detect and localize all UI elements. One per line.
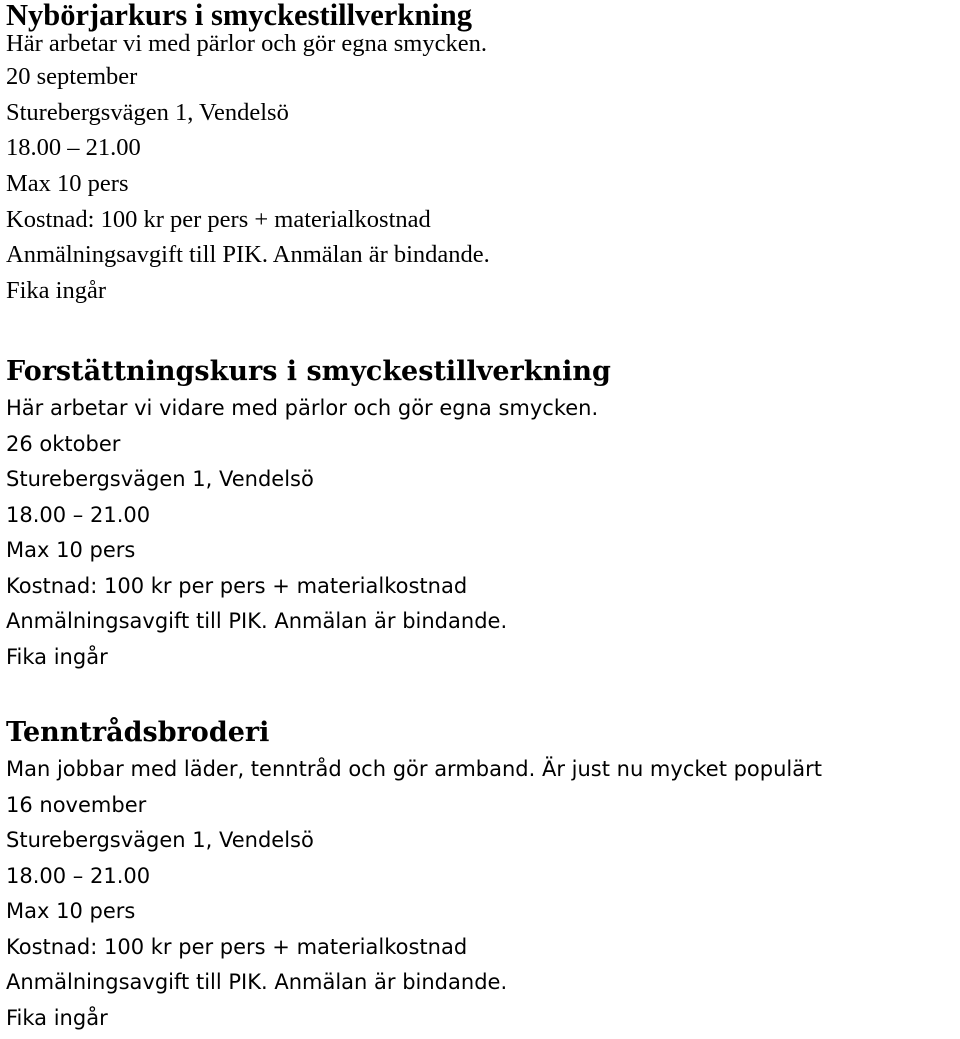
course-fika: Fika ingår bbox=[6, 644, 108, 669]
course-title: Forstättningskurs i smyckestillverkning bbox=[6, 356, 611, 387]
course-cost: Kostnad: 100 kr per pers + materialkostnad bbox=[6, 934, 468, 959]
course-registration: Anmälningsavgift till PIK. Anmälan är bindande. bbox=[6, 609, 508, 633]
course-registration: Anmälningsavgift till PIK. Anmälan är bindande. bbox=[6, 241, 490, 269]
course-description: Här arbetar vi med pärlor och gör egna smycken. bbox=[6, 30, 487, 57]
course-capacity: Max 10 pers bbox=[6, 538, 136, 562]
course-description: Man jobbar med läder, tenntråd och gör armband. Är just nu mycket populärt bbox=[6, 757, 822, 781]
course-title: Nybörjarkurs i smyckestillverkning bbox=[6, 0, 472, 32]
course-block bbox=[6, 353, 611, 675]
course-cost: Kostnad: 100 kr per pers + materialkostnad bbox=[6, 573, 468, 598]
course-time: 18.00 – 21.00 bbox=[6, 134, 141, 162]
course-date: 16 november bbox=[6, 792, 147, 817]
course-registration: Anmälningsavgift till PIK. Anmälan är bindande. bbox=[6, 970, 508, 994]
course-block bbox=[6, 714, 822, 1036]
course-title: Tenntrådsbroderi bbox=[6, 717, 270, 748]
course-address: Sturebergsvägen 1, Vendelsö bbox=[6, 828, 314, 852]
course-address: Sturebergsvägen 1, Vendelsö bbox=[6, 98, 289, 126]
course-address: Sturebergsvägen 1, Vendelsö bbox=[6, 467, 314, 491]
course-fika: Fika ingår bbox=[6, 277, 107, 305]
course-capacity: Max 10 pers bbox=[6, 170, 129, 198]
course-fika: Fika ingår bbox=[6, 1005, 108, 1030]
course-date: 20 september bbox=[6, 63, 138, 90]
course-capacity: Max 10 pers bbox=[6, 899, 136, 923]
course-time: 18.00 – 21.00 bbox=[6, 863, 151, 888]
course-time: 18.00 – 21.00 bbox=[6, 502, 151, 527]
course-block bbox=[6, 0, 960, 322]
course-date: 26 oktober bbox=[6, 431, 121, 456]
course-cost: Kostnad: 100 kr per pers + materialkostnad bbox=[6, 205, 431, 233]
course-description: Här arbetar vi vidare med pärlor och gör egna smycken. bbox=[6, 396, 599, 420]
